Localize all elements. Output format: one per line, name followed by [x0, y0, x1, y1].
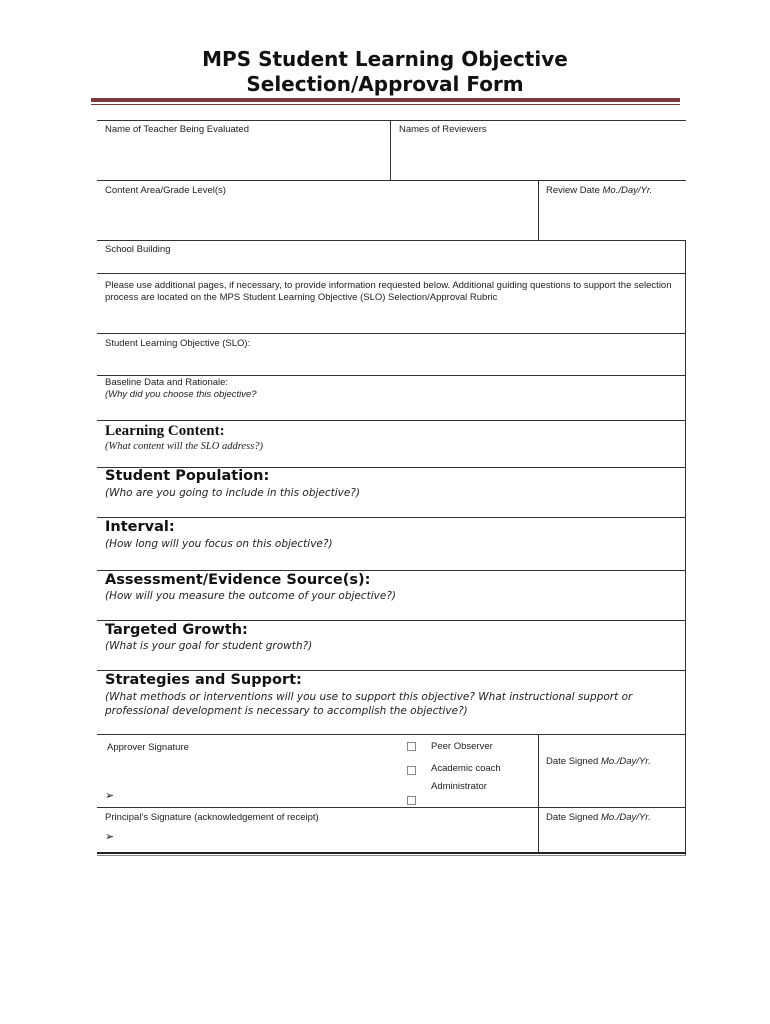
form-bottom-border-shadow: [97, 855, 686, 856]
title-line-2: Selection/Approval Form: [246, 72, 524, 96]
instructions-text: Please use additional pages, if necessary, to provide information requested below. Additional guiding questions to support the selection process are located on the MPS Student Learning Objective (SLO) Selection/Approval Rubric: [105, 280, 672, 303]
row2-divider: [538, 180, 539, 240]
baseline-field[interactable]: [105, 377, 257, 401]
approver-date-label: Date Signed: [546, 756, 601, 767]
row5-top-border: [97, 333, 686, 334]
administrator-checkbox[interactable]: [407, 796, 416, 805]
review-date-label: Review Date: [546, 185, 603, 196]
review-date-field[interactable]: [546, 185, 652, 197]
row4-top-border: [97, 273, 686, 274]
row9-top-border: [97, 517, 686, 518]
signature-divider: [538, 734, 539, 854]
approver-date-field[interactable]: [546, 756, 651, 768]
teacher-name-field[interactable]: Name of Teacher Being Evaluated: [105, 124, 249, 135]
principal-signature-field[interactable]: Principal’s Signature (acknowledgement of receipt): [105, 812, 319, 823]
approver-date-format: Mo./Day/Yr.: [600, 756, 651, 767]
reviewers-field[interactable]: Names of Reviewers: [399, 124, 487, 135]
learning-content-heading: Learning Content:: [105, 423, 225, 439]
learning-content-question: (What content will the SLO address?): [105, 441, 263, 452]
row6-top-border: [97, 375, 686, 376]
slo-field[interactable]: Student Learning Objective (SLO):: [105, 338, 251, 349]
principal-date-label: Date Signed: [546, 812, 601, 823]
row1-top-border: [97, 120, 686, 121]
title-line-1: MPS Student Learning Objective: [202, 47, 568, 71]
review-date-format: Mo./Day/Yr.: [602, 185, 653, 196]
peer-observer-label: Peer Observer: [431, 741, 493, 752]
row3-top-border: [97, 240, 686, 241]
assessment-question: (How will you measure the outcome of your objective?): [105, 590, 397, 602]
peer-observer-checkbox[interactable]: [407, 742, 416, 751]
school-building-field[interactable]: School Building: [105, 244, 171, 255]
signature-top-border: [97, 734, 686, 735]
principal-date-field[interactable]: [546, 812, 651, 824]
interval-heading: Interval:: [105, 519, 175, 535]
student-population-heading: Student Population:: [105, 468, 270, 484]
targeted-growth-heading: Targeted Growth:: [105, 622, 248, 638]
approver-arrow-icon: ➢: [105, 790, 115, 802]
strategies-heading: Strategies and Support:: [105, 672, 302, 688]
student-population-question: (Who are you going to include in this objective?): [105, 487, 361, 499]
strategies-question: (What methods or interventions will you use to support this objective? What instructional support or professional development is necessary to accomplish the objective?): [105, 691, 633, 717]
principal-top-border: [97, 807, 686, 808]
title-rule-thick: [91, 98, 680, 102]
administrator-label: Administrator: [431, 781, 487, 792]
baseline-question: (Why did you choose this objective?: [105, 389, 257, 400]
row7-top-border: [97, 420, 686, 421]
academic-coach-checkbox[interactable]: [407, 766, 416, 775]
assessment-heading: Assessment/Evidence Source(s):: [105, 572, 371, 588]
baseline-label: Baseline Data and Rationale:: [105, 377, 229, 388]
row1-divider: [390, 120, 391, 180]
approver-signature-field[interactable]: Approver Signature: [107, 742, 189, 753]
form-bottom-border: [97, 852, 686, 854]
principal-date-format: Mo./Day/Yr.: [600, 812, 651, 823]
title-rule-thin: [91, 104, 680, 105]
row2-top-border: [97, 180, 686, 181]
form-title: [0, 47, 770, 97]
principal-arrow-icon: ➢: [105, 831, 115, 843]
content-area-field[interactable]: Content Area/Grade Level(s): [105, 185, 226, 196]
academic-coach-label: Academic coach: [431, 763, 501, 774]
targeted-growth-question: (What is your goal for student growth?): [105, 640, 313, 652]
interval-question: (How long will you focus on this objective?): [105, 538, 333, 550]
